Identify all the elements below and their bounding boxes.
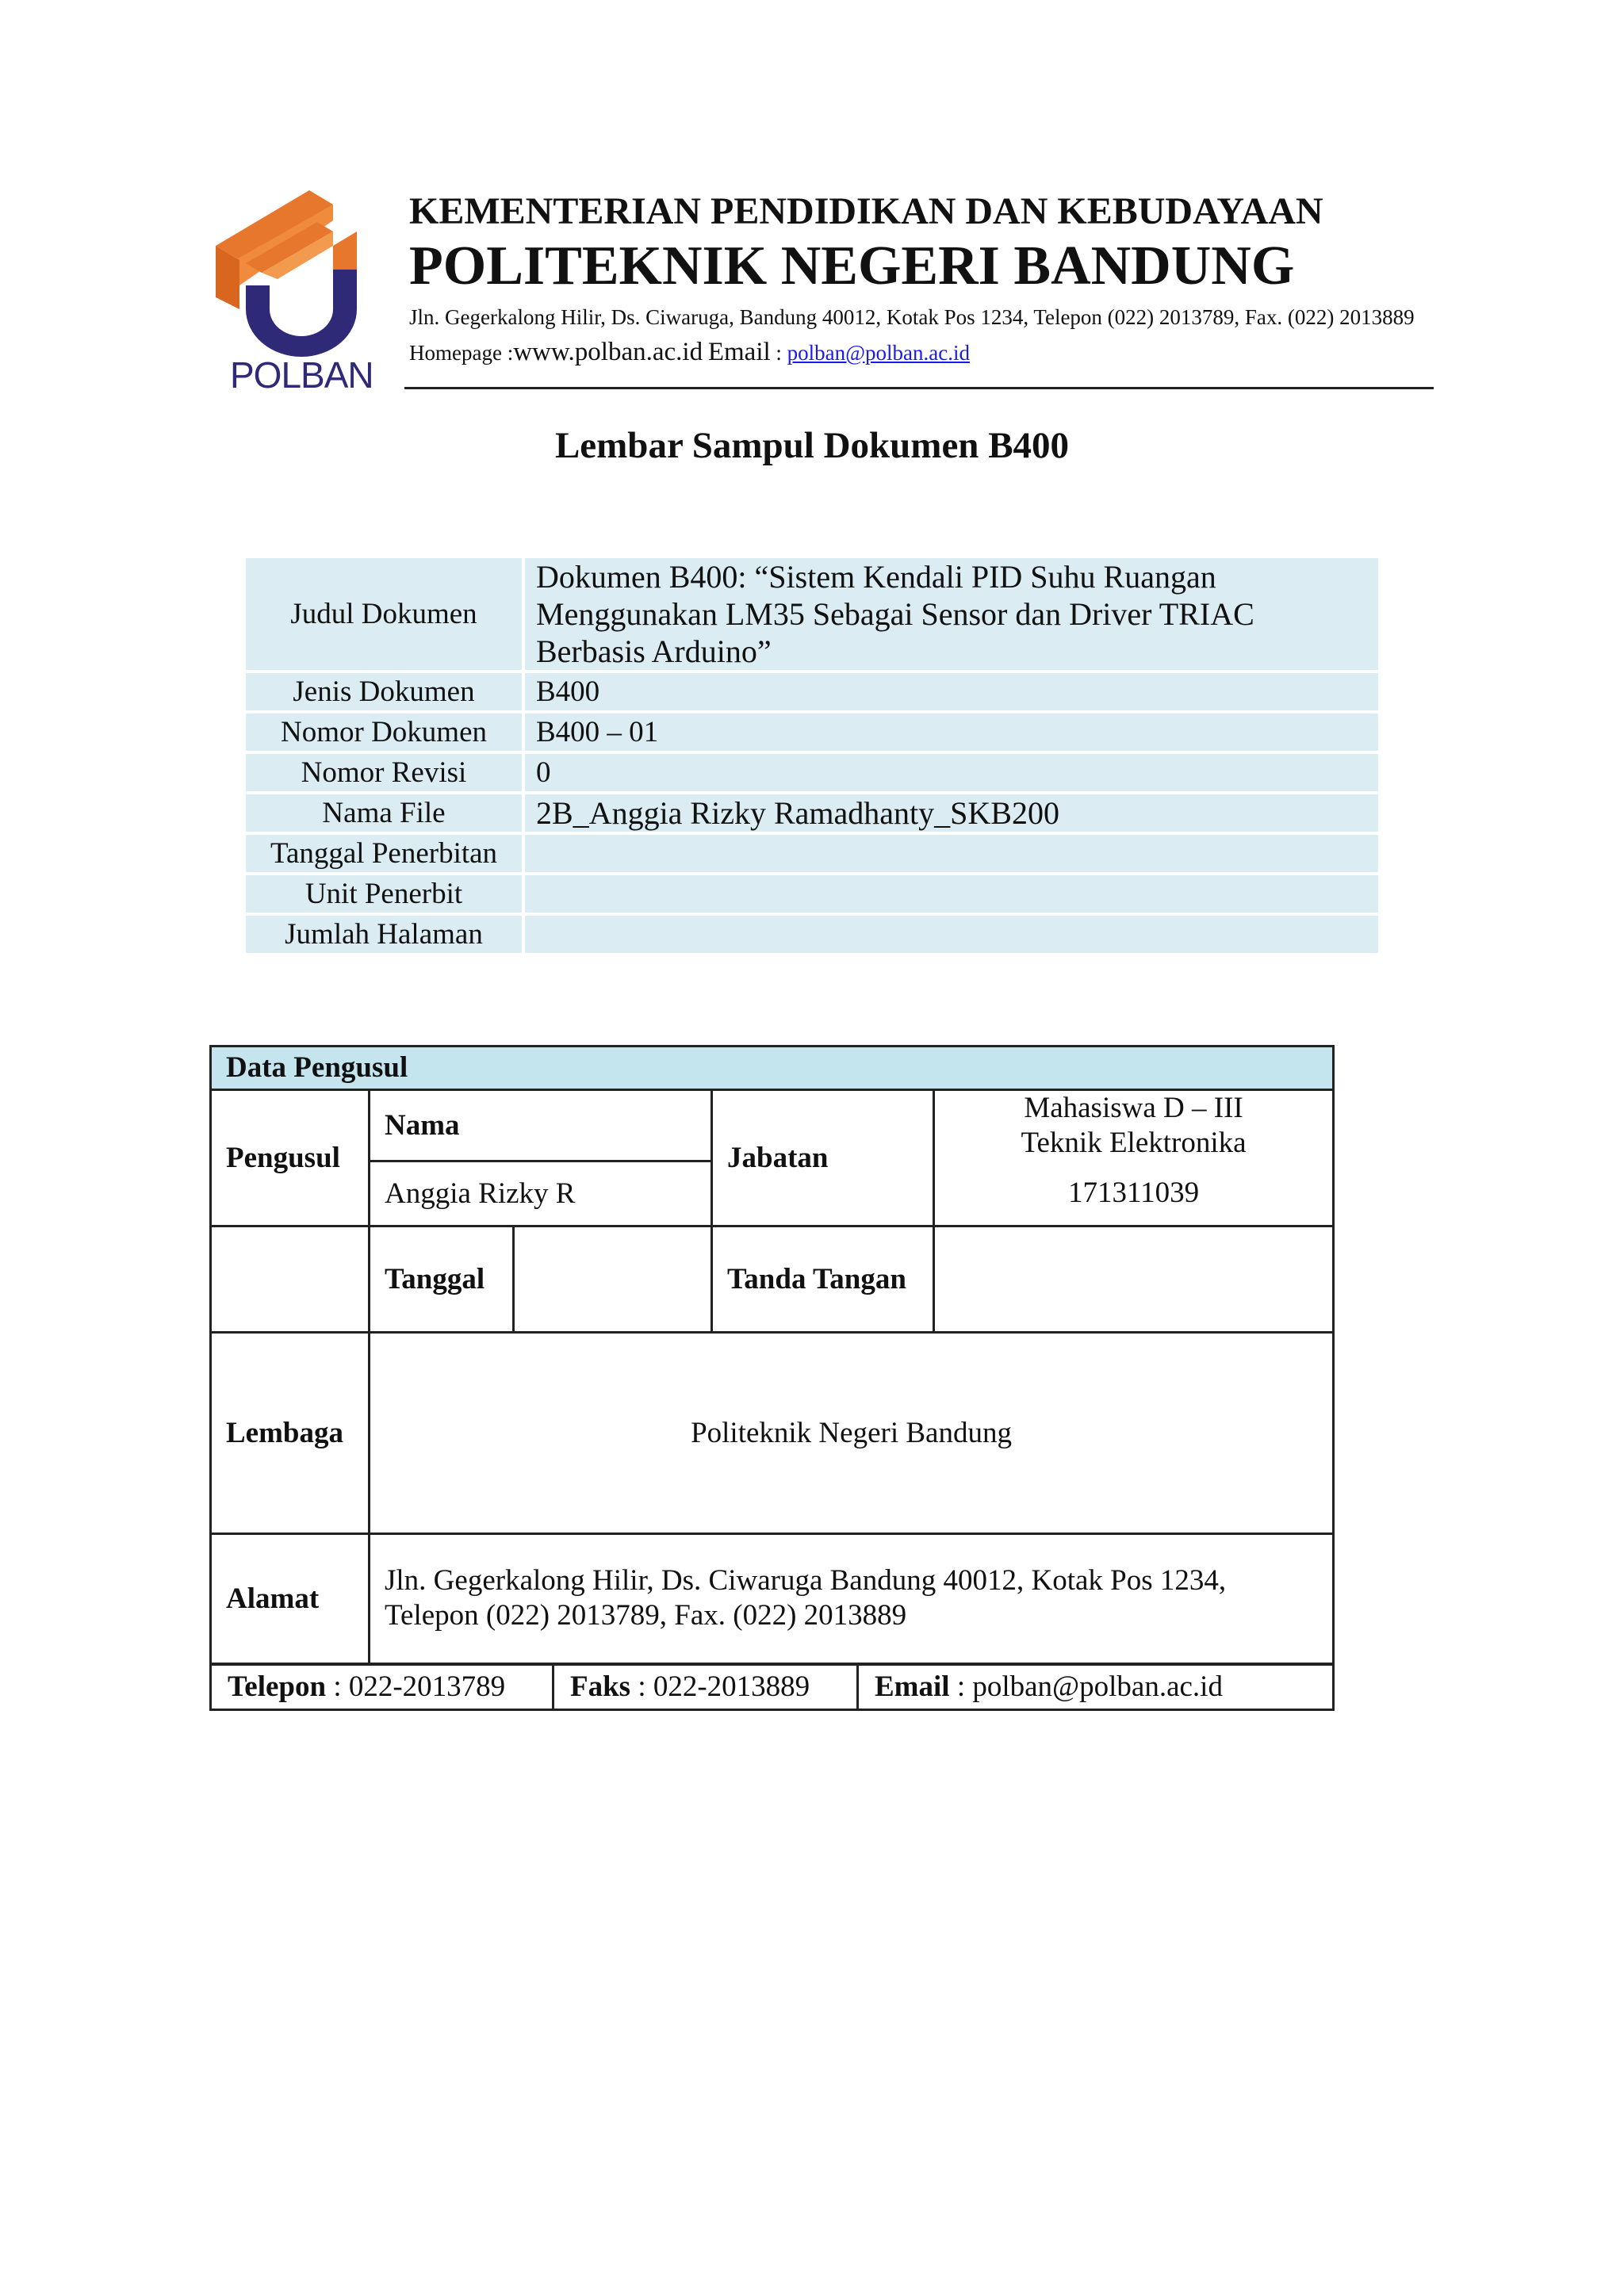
info-value: 0 [525, 754, 1378, 791]
lembaga-value: Politeknik Negeri Bandung [370, 1332, 1334, 1533]
info-value-judul: Dokumen B400: “Sistem Kendali PID Suhu Ruangan Menggunakan LM35 Sebagai Sensor dan Driver TRIAC Berbasis Arduino” [525, 558, 1378, 670]
document-info-table [243, 555, 1381, 956]
ministry-name: KEMENTERIAN PENDIDIKAN DAN KEBUDAYAAN [409, 190, 1323, 232]
info-row [246, 794, 1378, 832]
alamat-value-line1: Jln. Gegerkalong Hilir, Ds. Ciwaruga Bandung 40012, Kotak Pos 1234, [385, 1564, 1227, 1597]
lembaga-label: Lembaga [211, 1332, 370, 1533]
data-pengusul-header: Data Pengusul [211, 1047, 1334, 1090]
empty-cell [211, 1226, 370, 1332]
email-separator: : [776, 341, 782, 365]
nim-value: 171311039 [934, 1161, 1334, 1226]
info-row [246, 916, 1378, 953]
info-label: Nomor Revisi [246, 754, 522, 791]
jabatan-value-line2: Teknik Elektronika [1021, 1127, 1247, 1159]
tanggal-value [514, 1226, 712, 1332]
polban-logo [214, 190, 373, 396]
footer-email-value: : polban@polban.ac.id [956, 1670, 1223, 1703]
info-label: Unit Penerbit [246, 875, 522, 913]
info-row [246, 835, 1378, 872]
nama-value: Anggia Rizky R [370, 1161, 712, 1226]
alamat-value-line2: Telepon (022) 2013789, Fax. (022) 2013889 [385, 1599, 907, 1632]
letterhead [409, 189, 1432, 370]
info-label: Tanggal Penerbitan [246, 835, 522, 872]
info-value [525, 875, 1378, 913]
info-value [525, 835, 1378, 872]
alamat-label: Alamat [211, 1533, 370, 1663]
info-value [525, 916, 1378, 953]
contact-footer-table [209, 1663, 1335, 1711]
info-row [246, 754, 1378, 791]
info-label: Jenis Dokumen [246, 673, 522, 710]
info-value: 2B_Anggia Rizky Ramadhanty_SKB200 [525, 794, 1378, 832]
jabatan-value [934, 1090, 1334, 1161]
info-row [246, 673, 1378, 710]
letterhead-divider [404, 387, 1434, 389]
info-label-judul: Judul Dokumen [246, 558, 522, 670]
info-label: Nomor Dokumen [246, 714, 522, 751]
info-value: B400 – 01 [525, 714, 1378, 751]
nama-label: Nama [370, 1090, 712, 1161]
homepage-label: Homepage : [409, 341, 514, 365]
institution-name: POLITEKNIK NEGERI BANDUNG [409, 235, 1295, 297]
pengusul-label: Pengusul [211, 1090, 370, 1226]
email-cell [858, 1665, 1334, 1710]
institution-address [409, 300, 1432, 370]
info-value: B400 [525, 673, 1378, 710]
footer-email-label: Email [875, 1670, 950, 1703]
polban-logo-icon [214, 190, 373, 357]
info-row [246, 875, 1378, 913]
telepon-value: : 022-2013789 [333, 1670, 506, 1703]
faks-label: Faks [570, 1670, 631, 1703]
tanda-tangan-label: Tanda Tangan [712, 1226, 934, 1332]
info-label: Jumlah Halaman [246, 916, 522, 953]
telepon-label: Telepon [228, 1670, 327, 1703]
jabatan-label: Jabatan [712, 1090, 934, 1226]
data-pengusul-table [209, 1045, 1335, 1665]
faks-value: : 022-2013889 [638, 1670, 810, 1703]
email-link[interactable]: polban@polban.ac.id [787, 341, 970, 365]
info-row [246, 714, 1378, 751]
info-label: Nama File [246, 794, 522, 832]
faks-cell [553, 1665, 858, 1710]
email-label: Email [707, 338, 771, 366]
tanggal-label: Tanggal [370, 1226, 514, 1332]
alamat-value [370, 1533, 1334, 1663]
tanda-tangan-value [934, 1226, 1334, 1332]
logo-text: POLBAN [230, 354, 373, 396]
info-row-judul [246, 558, 1378, 670]
telepon-cell [211, 1665, 553, 1710]
document-title: Lembar Sampul Dokumen B400 [554, 425, 1070, 466]
jabatan-value-line1: Mahasiswa D – III [1024, 1092, 1243, 1124]
address-text: Jln. Gegerkalong Hilir, Ds. Ciwaruga, Bandung 40012, Kotak Pos 1234, Telepon (022) 2013789, Fax. (022) 2013889 [409, 305, 1415, 329]
homepage-link[interactable]: www.polban.ac.id [513, 338, 703, 366]
